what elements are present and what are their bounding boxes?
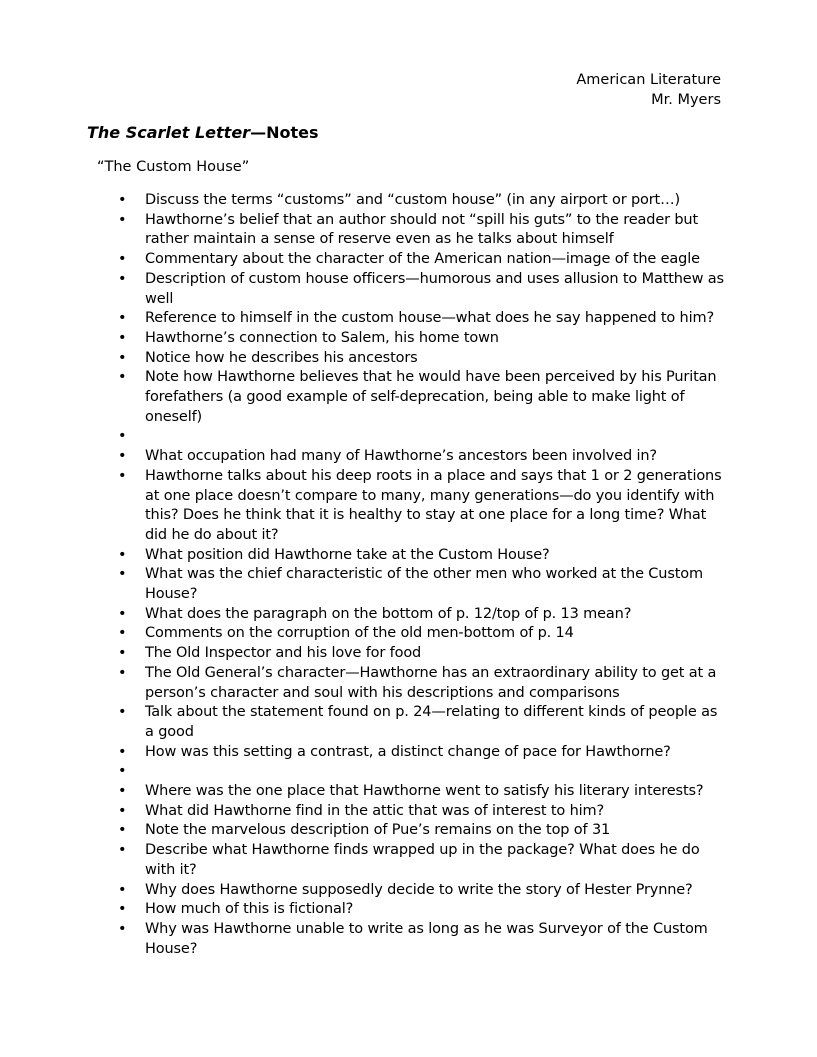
list-item-text: Note how Hawthorne believes that he would have been perceived by his Puritan forefathers (a good example of self-deprecation, being able to make light of oneself) <box>145 369 717 425</box>
bullet-icon: • <box>118 704 127 721</box>
bullet-icon: • <box>118 645 127 662</box>
bullet-icon: • <box>118 783 127 800</box>
bullet-icon: • <box>118 822 127 839</box>
list-item-text: The Old Inspector and his love for food <box>145 645 422 662</box>
list-item-text: Where was the one place that Hawthorne went to satisfy his literary interests? <box>145 783 704 800</box>
list-item <box>118 762 728 782</box>
list-item-text: Description of custom house officers—humorous and uses allusion to Matthew as well <box>145 270 724 307</box>
bullet-icon: • <box>118 763 127 780</box>
list-item <box>118 605 728 625</box>
list-item <box>118 368 728 427</box>
bullet-icon: • <box>118 881 127 898</box>
list-item-text: The Old General’s character—Hawthorne has an extraordinary ability to get at a person’s character and soul with his descriptions and comparisons <box>145 664 717 701</box>
list-item-text: What position did Hawthorne take at the Custom House? <box>145 546 550 563</box>
list-item-text: How was this setting a contrast, a distinct change of pace for Hawthorne? <box>145 743 671 760</box>
bullet-icon: • <box>118 566 127 583</box>
list-item <box>118 881 728 901</box>
list-item-text: Note the marvelous description of Pue’s remains on the top of 31 <box>145 822 611 839</box>
list-item <box>118 250 728 270</box>
list-item <box>118 644 728 664</box>
book-title: The Scarlet Letter <box>87 123 251 142</box>
bullet-icon: • <box>118 605 127 622</box>
list-item <box>118 349 728 369</box>
bullet-icon: • <box>118 448 127 465</box>
list-item <box>118 191 728 211</box>
bullet-icon: • <box>118 369 127 386</box>
list-item-text: What does the paragraph on the bottom of p. 12/top of p. 13 mean? <box>145 605 632 622</box>
bullet-icon: • <box>118 310 127 327</box>
list-item-text: Hawthorne’s belief that an author should not “spill his guts” to the reader but rather maintain a sense of reserve even as he talks about himself <box>145 211 698 248</box>
list-item-text: What did Hawthorne find in the attic that was of interest to him? <box>145 802 605 819</box>
list-item-text: Describe what Hawthorne finds wrapped up in the package? What does he do with it? <box>145 842 700 878</box>
list-item <box>118 427 728 447</box>
section-heading: “The Custom House” <box>97 159 250 175</box>
bullet-icon: • <box>118 192 127 208</box>
list-item-text: Notice how he describes his ancestors <box>145 349 418 366</box>
list-item-text: What was the chief characteristic of the other men who worked at the Custom House? <box>145 566 703 603</box>
teacher-name: Mr. Myers <box>651 91 721 108</box>
list-item <box>118 329 728 349</box>
list-item <box>118 624 728 644</box>
notes-list <box>118 191 728 959</box>
bullet-icon: • <box>118 664 127 681</box>
bullet-icon: • <box>118 211 127 228</box>
list-item <box>118 802 728 822</box>
bullet-icon: • <box>118 329 127 346</box>
list-item-text: Why does Hawthorne supposedly decide to write the story of Hester Prynne? <box>145 881 693 898</box>
header-block <box>576 71 721 110</box>
list-item <box>118 920 728 959</box>
list-item <box>118 467 728 546</box>
list-item <box>118 447 728 467</box>
bullet-icon: • <box>118 625 127 642</box>
list-item <box>118 703 728 742</box>
list-item <box>118 270 728 309</box>
list-item <box>118 565 728 604</box>
list-item-text: Reference to himself in the custom house—what does he say happened to him? <box>145 310 714 327</box>
bullet-icon: • <box>118 546 127 563</box>
bullet-icon: • <box>118 270 127 287</box>
list-item-text: Talk about the statement found on p. 24—relating to different kinds of people as a good <box>145 704 718 740</box>
list-item-text: What occupation had many of Hawthorne’s ancestors been involved in? <box>145 448 657 465</box>
title-suffix: —Notes <box>250 123 319 142</box>
bullet-icon: • <box>118 251 127 268</box>
bullet-icon: • <box>118 901 127 918</box>
list-item <box>118 546 728 566</box>
list-item <box>118 743 728 763</box>
list-item-text: How much of this is fictional? <box>145 901 354 918</box>
bullet-icon: • <box>118 467 127 484</box>
list-item-text: Commentary about the character of the American nation—image of the eagle <box>145 251 700 268</box>
list-item-text: Hawthorne talks about his deep roots in a place and says that 1 or 2 generations at one place doesn’t compare to many, many generations—do you identify with this? Does he think that it is healthy to stay at one place for a long time? What did he do about it? <box>145 467 722 543</box>
course-name: American Literature <box>576 72 721 88</box>
bullet-icon: • <box>118 743 127 760</box>
list-item <box>118 821 728 841</box>
list-item-text: Why was Hawthorne unable to write as long as he was Surveyor of the Custom House? <box>145 920 708 957</box>
bullet-icon: • <box>118 428 127 445</box>
list-item <box>118 309 728 329</box>
bullet-icon: • <box>118 920 127 937</box>
list-item <box>118 664 728 703</box>
list-item <box>118 841 728 880</box>
list-item-text: Comments on the corruption of the old men-bottom of p. 14 <box>145 625 574 642</box>
list-item-text: Hawthorne’s connection to Salem, his home town <box>145 329 499 346</box>
page-title <box>87 123 318 143</box>
list-item <box>118 782 728 802</box>
bullet-icon: • <box>118 842 127 859</box>
list-item <box>118 211 728 250</box>
list-item-text: Discuss the terms “customs” and “custom house” (in any airport or port…) <box>145 192 680 208</box>
list-item <box>118 900 728 920</box>
bullet-icon: • <box>118 802 127 819</box>
bullet-icon: • <box>118 349 127 366</box>
